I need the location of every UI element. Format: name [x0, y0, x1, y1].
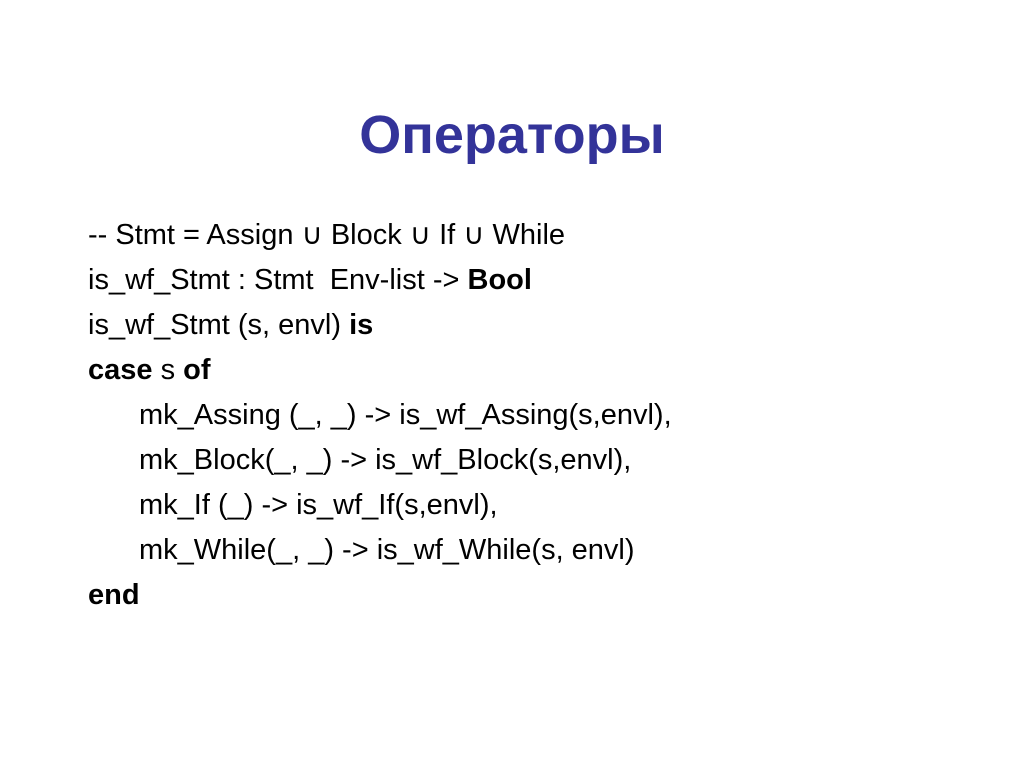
code-line-case-while	[88, 528, 988, 573]
keyword-end: end	[88, 579, 140, 611]
code-text: s	[152, 354, 184, 386]
code-text: mk_Assing (_, _) -> is_wf_Assing(s,envl),	[139, 399, 672, 431]
code-line-case-if	[88, 483, 988, 528]
code-line-case-block	[88, 438, 988, 483]
keyword-is: is	[349, 309, 374, 341]
code-text: is_wf_Stmt : Stmt Env-list ->	[88, 264, 468, 296]
keyword-case: case	[88, 354, 153, 386]
code-line-definition	[88, 303, 988, 348]
slide-title: Операторы	[359, 105, 665, 165]
code-line-case	[88, 348, 988, 393]
code-line-signature	[88, 258, 988, 303]
code-block	[88, 213, 988, 618]
code-line-case-assign	[88, 393, 988, 438]
keyword-bool: Bool	[467, 264, 532, 296]
code-text: mk_If (_) -> is_wf_If(s,envl),	[139, 489, 498, 521]
code-text: -- Stmt = Assign ∪ Block ∪ If ∪ While	[88, 219, 566, 251]
code-text: is_wf_Stmt (s, envl)	[88, 309, 350, 341]
code-line-end	[88, 573, 988, 618]
code-text: mk_Block(_, _) -> is_wf_Block(s,envl),	[139, 444, 632, 476]
code-line-comment	[88, 213, 988, 258]
keyword-of: of	[183, 354, 211, 386]
code-text: mk_While(_, _) -> is_wf_While(s, envl)	[139, 534, 635, 566]
